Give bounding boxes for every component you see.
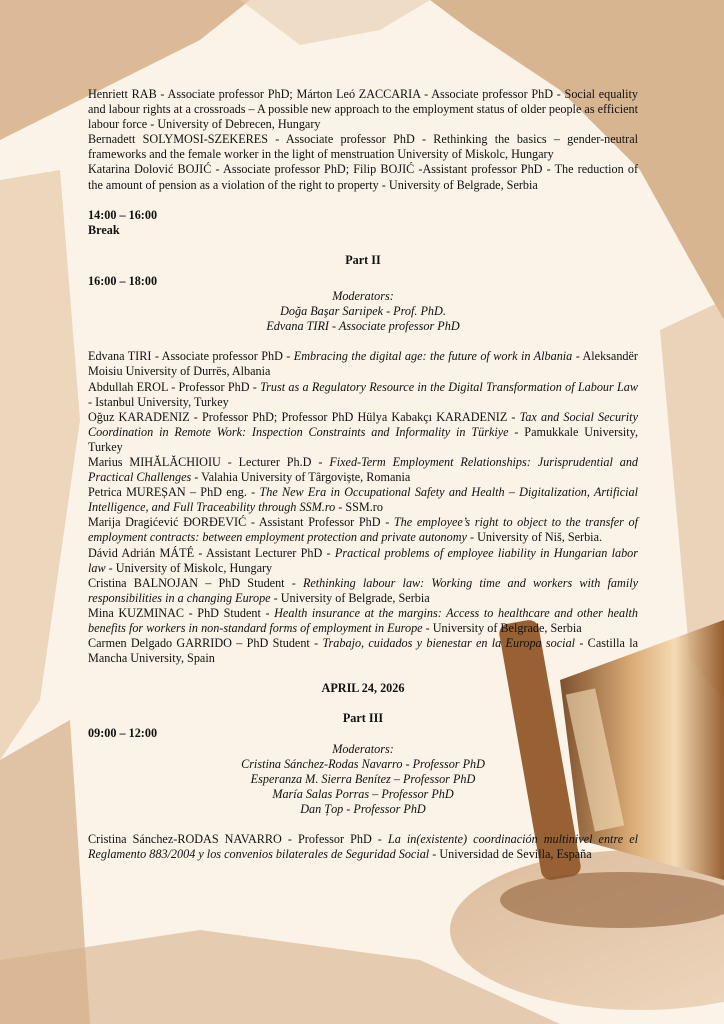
moderators-label: Moderators: <box>332 741 394 756</box>
date-heading: APRIL 24, 2026 <box>321 681 405 696</box>
part2-heading: Part II <box>345 252 381 267</box>
part2-time: 16:00 – 18:00 <box>88 273 158 288</box>
talk-entry: Bernadett SOLYMOSI-SZEKERES - Associate professor PhD - Rethinking the basics – gender-neutral frameworks and the female worker in the light of menstruation University of Miskolc, Hungary <box>88 132 638 162</box>
part1-talk-list <box>88 87 638 193</box>
break-time: 14:00 – 16:00 <box>88 207 158 222</box>
part2-moderators <box>88 289 638 334</box>
part3-moderators <box>88 742 638 817</box>
talk-entry: Katarina Dolović BOJIĆ - Associate professor PhD; Filip BOJIĆ -Assistant professor PhD - The reduction of the amount of pension as a violation of the right to property - University of Belgrade, Serbia <box>88 162 638 192</box>
break-label: Break <box>88 222 120 237</box>
talk-entry: Marius MIHĂLĂCHIOIU - Lecturer Ph.D - Fixed-Term Employment Relationships: Jurisprudential and Practical Challenges - Valahia University of Târgoviște, Romania <box>88 454 639 485</box>
talk-entry: Abdullah EROL - Professor PhD - Trust as a Regulatory Resource in the Digital Transformation of Labour Law - Istanbul University, Turkey <box>88 379 638 409</box>
talk-entry: Marija Dragićević ĐORĐEVIĆ - Assistant Professor PhD - The employee’s right to object to the transfer of employment contracts: between employment protection and private autonomy - University of Niš, Serbia. <box>88 515 638 545</box>
talk-entry: Dávid Adrián MÁTÉ - Assistant Lecturer PhD - Practical problems of employee liability in Hungarian labor law - University of Miskolc, Hungary <box>88 545 638 575</box>
moderator: Dan Țop - Professor PhD <box>300 801 426 816</box>
part3-time: 09:00 – 12:00 <box>88 726 158 741</box>
moderator: Esperanza M. Sierra Benítez – Professor PhD <box>250 771 476 786</box>
talk-entry: Cristina BALNOJAN – PhD Student - Rethinking labour law: Working time and workers with family responsibilities in a changing Europe - University of Belgrade, Serbia <box>88 575 639 605</box>
talk-entry: Cristina Sánchez-RODAS NAVARRO - Professor PhD - La in(existente) coordinación multinivel entre el Reglamento 883/2004 y los convenios bilaterales de Seguridad Social - Universidad de Sevilla, España <box>88 832 638 862</box>
talk-entry: Henriett RAB - Associate professor PhD; Márton Leó ZACCARIA - Associate professor PhD - Social equality and labour rights at a crossroads – A possible new approach to the employment status of older people as efficient labour force - University of Debrecen, Hungary <box>88 87 638 132</box>
moderator: María Salas Porras – Professor PhD <box>272 786 454 801</box>
moderator: Doğa Başar Sarıipek - Prof. PhD. <box>280 304 446 319</box>
part2-talk-list <box>88 349 638 666</box>
part3-heading: Part III <box>342 711 384 726</box>
part3-talk-list <box>88 832 638 862</box>
moderators-label: Moderators: <box>332 289 394 304</box>
talk-entry: Mina KUZMINAC - PhD Student - Health insurance at the margins: Access to healthcare and other health benefits for workers in non-standard forms of employment in Europe - University of Belgrade, Serbia <box>88 605 638 635</box>
talk-entry: Petrica MUREȘAN – PhD eng. - The New Era in Occupational Safety and Health – Digitalization, Artificial Intelligence, and Full Traceability through SSM.ro - SSM.ro <box>88 485 638 515</box>
talk-entry: Edvana TIRI - Associate professor PhD - Embracing the digital age: the future of work in Albania - Aleksandër Moisiu University of Durrës, Albania <box>88 349 638 379</box>
moderator: Edvana TIRI - Associate professor PhD <box>266 319 460 334</box>
talk-entry: Carmen Delgado GARRIDO – PhD Student - Trabajo, cuidados y bienestar en la Europa social - Castilla la Mancha University, Spain <box>88 636 638 666</box>
moderator: Cristina Sánchez-Rodas Navarro - Professor PhD <box>241 756 485 771</box>
talk-entry: Oğuz KARADENIZ - Professor PhD; Professor PhD Hülya Kabakçı KARADENIZ - Tax and Social Security Coordination in Remote Work: Inspection Constraints and Informality in Türkiye - Pamukkale University, Turkey <box>88 409 638 454</box>
schedule-content <box>88 87 638 862</box>
